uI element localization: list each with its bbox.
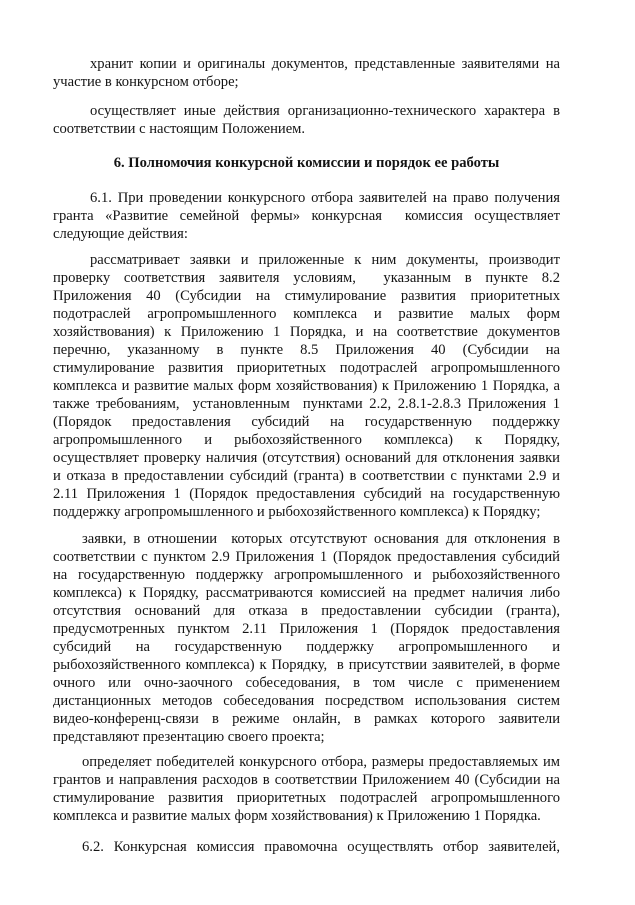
paragraph-line: предусмотренных пунктом 2.11 Приложения 1 (Порядок предоставления — [53, 621, 560, 637]
paragraph-line: определяет победителей конкурсного отбора, размеры предоставляемых им — [82, 754, 560, 770]
paragraph-line: на государственную поддержку агропромышленного и рыбохозяйственного — [53, 567, 560, 583]
paragraph-line: и отказа в предоставлении субсидий (гранта) в соответствии с пунктами 2.9 и — [53, 468, 560, 484]
paragraph-line: (Порядок предоставления субсидий на государственную поддержку — [53, 414, 560, 430]
paragraph-line: осуществляет иные действия организационно-технического характера в — [90, 103, 560, 119]
paragraph-line: очного или очно-заочного собеседования, в том числе с применением — [53, 675, 560, 691]
paragraph-line: рыбохозяйственного комплекса) к Порядку, в присутствии заявителей, в форме — [53, 657, 560, 673]
paragraph-line: 6.1. При проведении конкурсного отбора заявителей на право получения — [90, 190, 560, 206]
paragraph-line: гранта «Развитие семейной фермы» конкурсная комиссия осуществляет — [53, 208, 560, 224]
paragraph-line: подотраслей агропромышленного комплекса и развитие малых форм — [53, 306, 560, 322]
paragraph-line: хранит копии и оригиналы документов, представленные заявителями на — [90, 56, 560, 72]
paragraph-line: также требованиям, установленным пунктами 2.2, 2.8.1-2.8.3 Приложения 1 — [53, 396, 560, 412]
paragraph-line: следующие действия: — [53, 226, 188, 242]
paragraph-line: соответствии с настоящим Положением. — [53, 121, 306, 137]
paragraph-line: грантов и направления расходов в соответствии Приложением 40 (Субсидии на — [53, 772, 560, 788]
paragraph-line: комплекса и развитие малых форм хозяйствования) к Приложению 1 Порядка, а — [53, 378, 560, 394]
paragraph-line: комплекса и развитие малых форм хозяйствования) к Приложению 1 Порядка. — [53, 808, 541, 824]
paragraph-line: Приложения 40 (Субсидии на стимулирование развития приоритетных — [53, 288, 560, 304]
paragraph-line: стимулирование развития приоритетных подотраслей агропромышленного — [53, 360, 560, 376]
paragraph-line: субсидий на государственную поддержку агропромышленного и — [53, 639, 560, 655]
paragraph-line: видео-конференц-связи в режиме онлайн, в рамках которого заявители — [53, 711, 560, 727]
paragraph-line: соответствии с пунктом 2.9 Приложения 1 (Порядок предоставления субсидий — [53, 549, 560, 565]
paragraph-line: стимулирование развития приоритетных подотраслей агропромышленного — [53, 790, 560, 806]
paragraph-line: представляют презентацию своего проекта; — [53, 729, 325, 745]
paragraph-line: 2.11 Приложения 1 (Порядок предоставления субсидий на государственную — [53, 486, 560, 502]
paragraph-line: перечню, указанному в пункте 8.5 Приложения 40 (Субсидии на — [53, 342, 560, 358]
paragraph-line: отсутствия оснований для отказа в предоставлении субсидии (гранта), — [53, 603, 560, 619]
paragraph-line: 6.2. Конкурсная комиссия правомочна осуществлять отбор заявителей, — [82, 839, 560, 855]
section-heading: 6. Полномочия конкурсной комиссии и порядок ее работы — [113, 155, 500, 171]
paragraph-line: рассматривает заявки и приложенные к ним документы, производит — [90, 252, 560, 268]
paragraph-line: агропромышленного и рыбохозяйственного комплекса) к Порядку, — [53, 432, 560, 448]
paragraph-line: проверку соответствия заявителя условиям, указанным в пункте 8.2 — [53, 270, 560, 286]
paragraph-line: дистанционных методов собеседования посредством использования систем — [53, 693, 560, 709]
paragraph-line: комплекса) к Порядку, рассматриваются комиссией на предмет наличия либо — [53, 585, 560, 601]
paragraph-line: заявки, в отношении которых отсутствуют основания для отклонения в — [82, 531, 560, 547]
paragraph-line: хозяйствования) к Приложению 1 Порядка, и на соответствие документов — [53, 324, 560, 340]
paragraph-line: поддержку агропромышленного и рыбохозяйственного комплекса) к Порядку; — [53, 504, 541, 520]
paragraph-line: участие в конкурсном отборе; — [53, 74, 239, 90]
paragraph-line: осуществляет проверку наличия (отсутствия) оснований для отклонения заявки — [53, 450, 560, 466]
